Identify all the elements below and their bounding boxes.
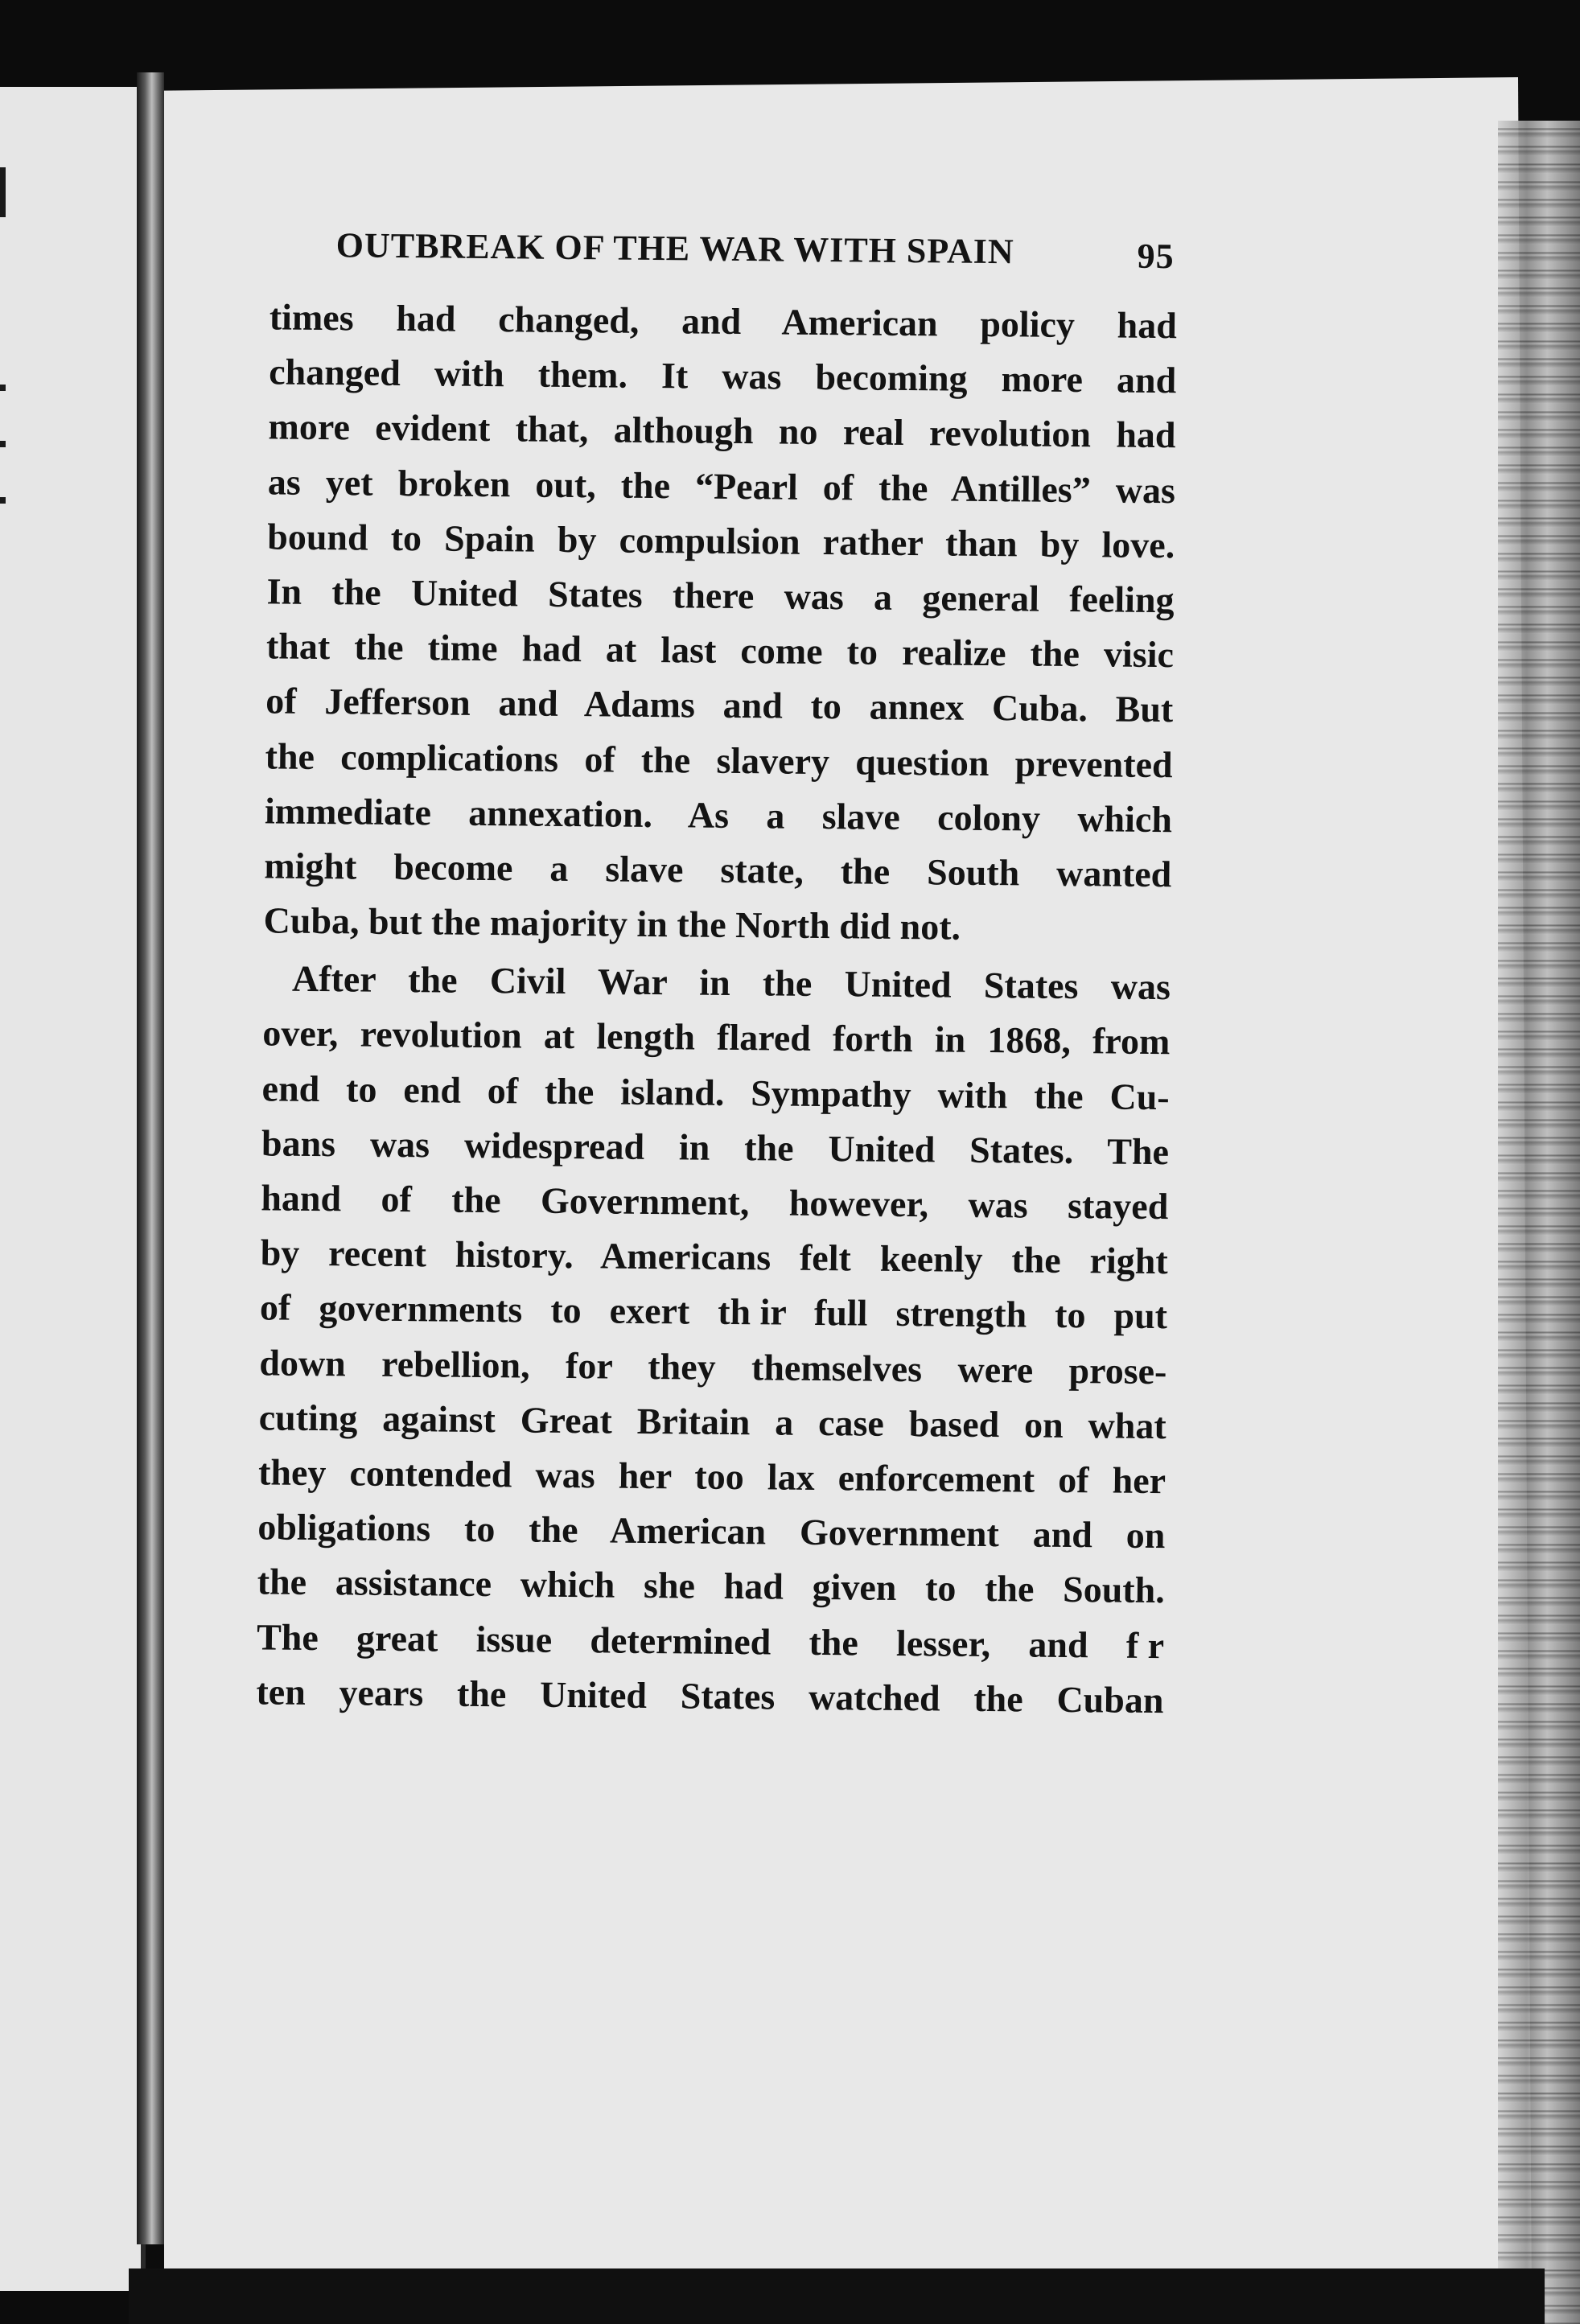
- ink-mark: [0, 385, 6, 391]
- text-line: end to end of the island. Sympathy with the Cu-: [261, 1067, 1170, 1117]
- ink-mark: [0, 497, 6, 504]
- page-text: [222, 224, 1198, 1728]
- text-line: obligations to the American Government and on: [257, 1506, 1166, 1557]
- running-head: OUTBREAK OF THE WAR WITH SPAIN: [335, 225, 1014, 272]
- text-line: more evident that, although no real revolution had: [268, 405, 1176, 456]
- text-line: cuting against Great Britain a case based on what: [258, 1396, 1166, 1446]
- text-line: After the Civil War in the United States was: [291, 957, 1171, 1008]
- text-line: In the United States there was a general feeling: [266, 570, 1175, 621]
- text-line: bans was widespread in the United States. The: [261, 1122, 1170, 1172]
- text-line: immediate annexation. As a slave colony which: [264, 790, 1173, 840]
- ink-mark: [0, 441, 6, 447]
- text-line: over, revolution at length flared forth in 1868, from: [262, 1012, 1171, 1063]
- text-line: of governments to exert th ir full strength to put: [259, 1286, 1168, 1337]
- text-line: The great issue determined the lesser, and f r: [256, 1615, 1165, 1666]
- text-line: bound to Spain by compulsion rather than by love.: [267, 516, 1175, 566]
- text-line: the complications of the slavery question prevented: [265, 734, 1173, 785]
- text-line: down rebellion, for they themselves were prose-: [259, 1341, 1167, 1392]
- text-line: that the time had at last come to realize the visic: [265, 625, 1175, 676]
- paragraph: [263, 290, 1177, 956]
- text-line: by recent history. Americans felt keenly the right: [260, 1232, 1168, 1282]
- text-line: hand of the Government, however, was stayed: [261, 1177, 1169, 1228]
- text-line: times had changed, and American policy had: [269, 296, 1178, 347]
- text-line: as yet broken out, the “Pearl of the Antilles” was: [267, 460, 1176, 511]
- page-stack-shadow: [1498, 121, 1580, 2324]
- paragraph: [256, 952, 1171, 1728]
- ink-mark: [0, 167, 6, 217]
- page-header: [236, 224, 1198, 298]
- text-line: Cuba, but the majority in the North did not.: [263, 899, 961, 948]
- text-line: they contended was her too lax enforcement of her: [257, 1451, 1166, 1502]
- text-line: might become a slave state, the South wanted: [264, 845, 1172, 895]
- text-line: changed with them. It was becoming more and: [268, 351, 1177, 401]
- text-line: of Jefferson and Adams and to annex Cuba. But: [265, 680, 1174, 730]
- bottom-shadow: [129, 2268, 1545, 2324]
- body-text: [256, 290, 1177, 1728]
- facing-page-edge: [0, 87, 146, 2291]
- text-line: the assistance which she had given to the South.: [257, 1561, 1165, 1611]
- book-gutter: [137, 72, 164, 2244]
- page-number: 95: [1137, 236, 1175, 277]
- text-line: ten years the United States watched the Cuban: [256, 1671, 1164, 1721]
